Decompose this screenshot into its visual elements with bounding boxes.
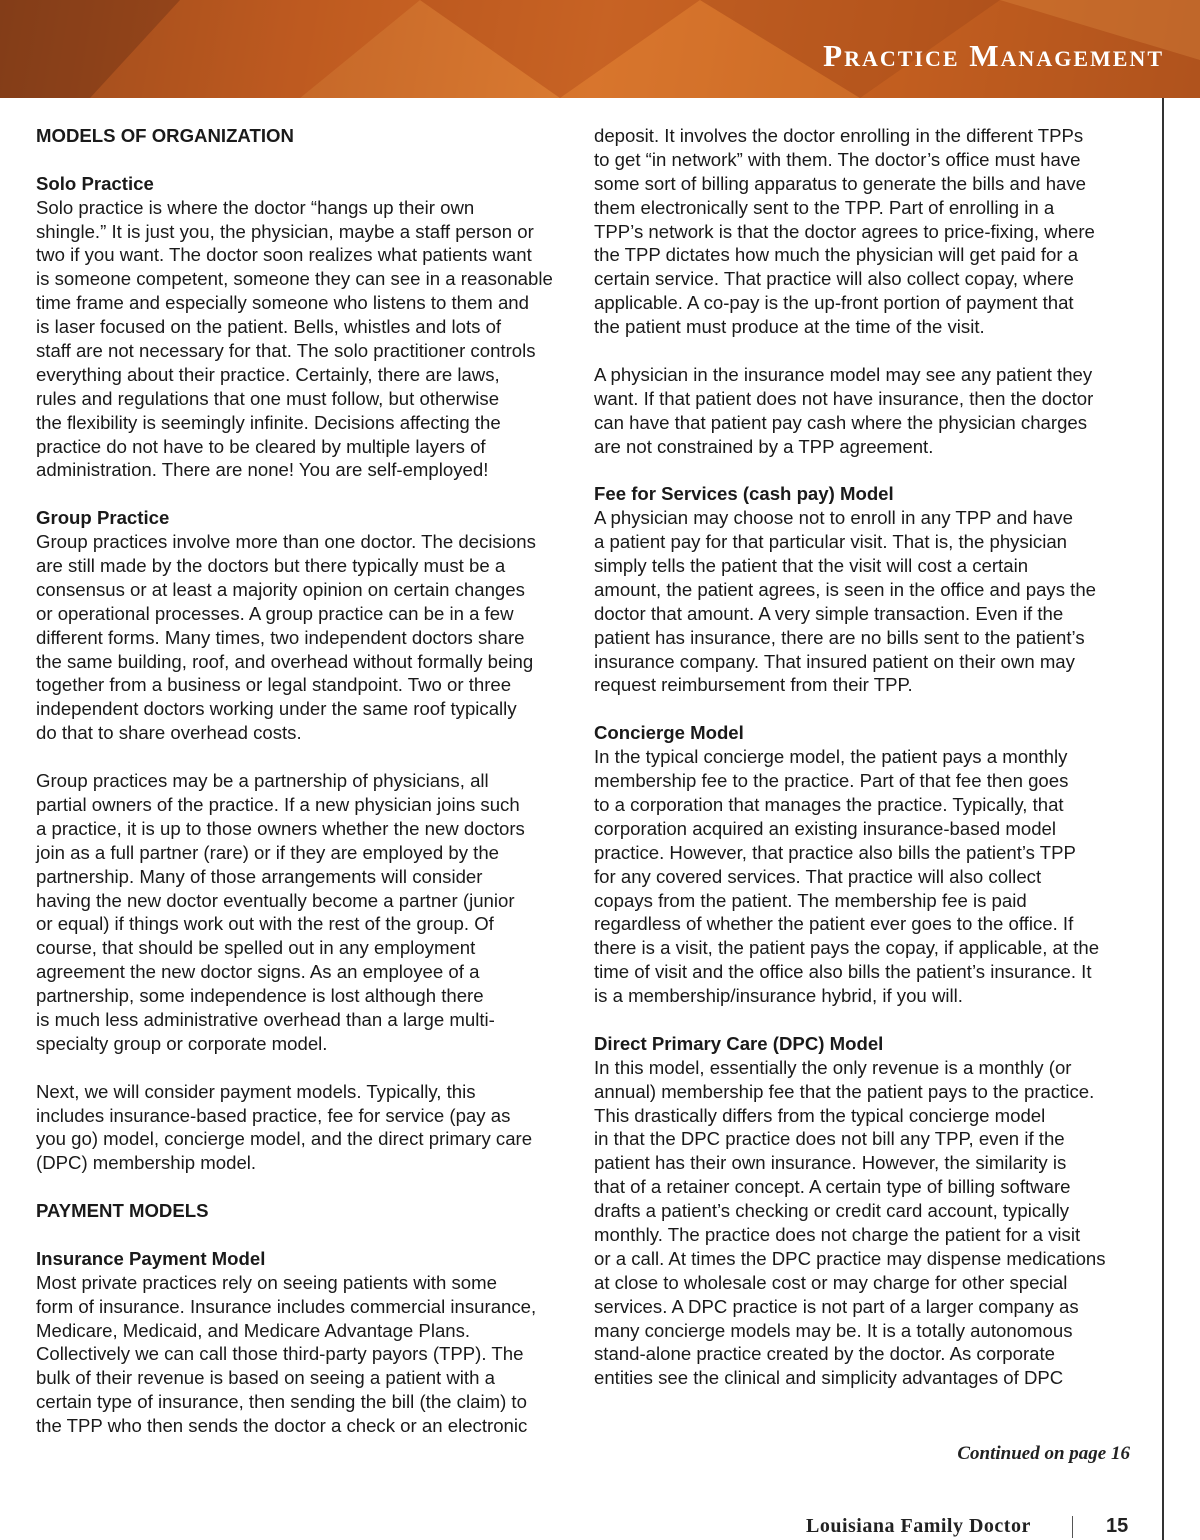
text-line: certain service. That practice will also collect copay, where bbox=[594, 268, 1074, 290]
text-line: to get “in network” with them. The doctor’s office must have bbox=[594, 148, 1081, 170]
text-line: shingle.” It is just you, the physician, maybe a staff person or bbox=[36, 220, 534, 242]
section-heading: Group Practice bbox=[36, 507, 170, 529]
page-number: 15 bbox=[1106, 1515, 1129, 1537]
text-line: (DPC) membership model. bbox=[36, 1152, 257, 1174]
text-line: practice. However, that practice also bills the patient’s TPP bbox=[594, 841, 1076, 863]
paragraph-gap bbox=[36, 1223, 576, 1247]
text-line: includes insurance-based practice, fee for service (pay as bbox=[36, 1104, 511, 1126]
paragraph-gap bbox=[36, 745, 576, 769]
text-line: amount, the patient agrees, is seen in the office and pays the bbox=[594, 578, 1097, 600]
text-line: services. A DPC practice is not part of a larger company as bbox=[594, 1295, 1079, 1317]
text-line: Most private practices rely on seeing patients with some bbox=[36, 1271, 497, 1293]
continued-note: Continued on page 16 bbox=[957, 1443, 1130, 1464]
text-line: to a corporation that manages the practice. Typically, that bbox=[594, 793, 1064, 815]
text-line: a patient pay for that particular visit. That is, the physician bbox=[594, 531, 1068, 553]
text-line: course, that should be spelled out in any employment bbox=[36, 937, 476, 959]
text-line: Group practices involve more than one doctor. The decisions bbox=[36, 531, 536, 553]
text-line: insurance company. That insured patient on their own may bbox=[594, 650, 1075, 672]
text-line: drafts a patient’s checking or credit card account, typically bbox=[594, 1200, 1070, 1222]
text-line: membership fee to the practice. Part of that fee then goes bbox=[594, 770, 1069, 792]
text-line: the patient must produce at the time of the visit. bbox=[594, 316, 985, 338]
text-line: Collectively we can call those third-party payors (TPP). The bbox=[36, 1343, 524, 1365]
text-line: together from a business or legal standpoint. Two or three bbox=[36, 674, 512, 696]
text-line: stand-alone practice created by the doctor. As corporate bbox=[594, 1343, 1055, 1365]
text-line: request reimbursement from their TPP. bbox=[594, 674, 913, 696]
text-line: many concierge models may be. It is a totally autonomous bbox=[594, 1319, 1073, 1341]
text-line: Medicare, Medicaid, and Medicare Advantage Plans. bbox=[36, 1319, 471, 1341]
text-line: at close to wholesale cost or may charge for other special bbox=[594, 1271, 1068, 1293]
text-line: Solo practice is where the doctor “hangs up their own bbox=[36, 196, 475, 218]
text-line: there is a visit, the patient pays the copay, if applicable, at the bbox=[594, 937, 1100, 959]
footer-separator bbox=[1072, 1516, 1073, 1538]
text-line: entities see the clinical and simplicity advantages of DPC bbox=[594, 1367, 1064, 1389]
text-line: consensus or at least a majority opinion on certain changes bbox=[36, 578, 525, 600]
section-heading: Fee for Services (cash pay) Model bbox=[594, 483, 894, 505]
text-line: Group practices may be a partnership of physicians, all bbox=[36, 770, 489, 792]
vertical-rule bbox=[1162, 98, 1164, 1540]
text-line: annual) membership fee that the patient pays to the practice. bbox=[594, 1080, 1095, 1102]
text-line: rules and regulations that one must follow, but otherwise bbox=[36, 387, 500, 409]
text-line: monthly. The practice does not charge the patient for a visit bbox=[594, 1223, 1081, 1245]
text-line: some sort of billing apparatus to generate the bills and have bbox=[594, 172, 1087, 194]
text-line: applicable. A co-pay is the up-front portion of payment that bbox=[594, 292, 1074, 314]
text-line: is someone competent, someone they can see in a reasonable bbox=[36, 268, 553, 290]
text-line: is much less administrative overhead than a large multi- bbox=[36, 1008, 495, 1030]
text-line: is laser focused on the patient. Bells, whistles and lots of bbox=[36, 316, 502, 338]
text-line: specialty group or corporate model. bbox=[36, 1032, 328, 1054]
text-line: independent doctors working under the same roof typically bbox=[36, 698, 517, 720]
text-line: In the typical concierge model, the patient pays a monthly bbox=[594, 746, 1068, 768]
text-line: or operational processes. A group practice can be in a few bbox=[36, 602, 514, 624]
paragraph-gap bbox=[36, 148, 576, 172]
text-line: or a call. At times the DPC practice may dispense medications bbox=[594, 1247, 1106, 1269]
text-line: in that the DPC practice does not bill any TPP, even if the bbox=[594, 1128, 1065, 1150]
text-line: the TPP dictates how much the physician will get paid for a bbox=[594, 244, 1079, 266]
text-line: different forms. Many times, two independent doctors share bbox=[36, 626, 525, 648]
text-line: partnership, some independence is lost although there bbox=[36, 985, 484, 1007]
text-line: are still made by the doctors but there typically must be a bbox=[36, 555, 506, 577]
text-line: regardless of whether the patient ever goes to the office. If bbox=[594, 913, 1074, 935]
text-line: deposit. It involves the doctor enrolling in the different TPPs bbox=[594, 125, 1084, 146]
text-line: partial owners of the practice. If a new physician joins such bbox=[36, 793, 520, 815]
text-line: for any covered services. That practice will also collect bbox=[594, 865, 1042, 887]
text-line: partnership. Many of those arrangements will consider bbox=[36, 865, 483, 887]
text-line: A physician in the insurance model may see any patient they bbox=[594, 363, 1093, 385]
text-line: do that to share overhead costs. bbox=[36, 722, 302, 744]
header-banner bbox=[0, 0, 1200, 98]
text-line: time of visit and the office also bills the patient’s insurance. It bbox=[594, 961, 1092, 983]
text-line: copays from the patient. The membership fee is paid bbox=[594, 889, 1027, 911]
text-line: TPP’s network is that the doctor agrees to price-fixing, where bbox=[594, 220, 1095, 242]
section-heading: Concierge Model bbox=[594, 722, 744, 744]
paragraph-gap bbox=[594, 458, 1134, 482]
text-line: doctor that amount. A very simple transaction. Even if the bbox=[594, 602, 1064, 624]
text-line: the flexibility is seemingly infinite. Decisions affecting the bbox=[36, 411, 501, 433]
text-line: form of insurance. Insurance includes commercial insurance, bbox=[36, 1295, 537, 1317]
text-line: is a membership/insurance hybrid, if you will. bbox=[594, 985, 963, 1007]
text-line: In this model, essentially the only revenue is a monthly (or bbox=[594, 1056, 1072, 1078]
text-line: A physician may choose not to enroll in any TPP and have bbox=[594, 507, 1073, 529]
text-line: can have that patient pay cash where the physician charges bbox=[594, 411, 1088, 433]
text-line: staff are not necessary for that. The solo practitioner controls bbox=[36, 340, 536, 362]
text-line: agreement the new doctor signs. As an employee of a bbox=[36, 961, 480, 983]
paragraph-gap bbox=[36, 482, 576, 506]
right-column bbox=[594, 124, 1134, 1390]
text-line: them electronically sent to the TPP. Part of enrolling in a bbox=[594, 196, 1055, 218]
text-line: two if you want. The doctor soon realizes what patients want bbox=[36, 244, 532, 266]
section-heading: Solo Practice bbox=[36, 172, 154, 194]
text-line: corporation acquired an existing insurance-based model bbox=[594, 817, 1057, 839]
text-line: the TPP who then sends the doctor a check or an electronic bbox=[36, 1415, 528, 1437]
text-line: or equal) if things work out with the rest of the group. Of bbox=[36, 913, 494, 935]
section-title: Practice Management bbox=[823, 38, 1164, 73]
text-line: bulk of their revenue is based on seeing a patient with a bbox=[36, 1367, 495, 1389]
text-line: This drastically differs from the typical concierge model bbox=[594, 1104, 1046, 1126]
text-line: administration. There are none! You are self-employed! bbox=[36, 459, 489, 481]
text-line: a practice, it is up to those owners whether the new doctors bbox=[36, 817, 525, 839]
section-heading: PAYMENT MODELS bbox=[36, 1200, 209, 1222]
paragraph-gap bbox=[36, 1056, 576, 1080]
text-line: patient has insurance, there are no bills sent to the patient’s bbox=[594, 626, 1085, 648]
text-line: everything about their practice. Certainly, there are laws, bbox=[36, 363, 500, 385]
paragraph-gap bbox=[594, 339, 1134, 363]
paragraph-gap bbox=[594, 1008, 1134, 1032]
text-line: Next, we will consider payment models. Typically, this bbox=[36, 1080, 476, 1102]
text-line: the same building, roof, and overhead without formally being bbox=[36, 650, 534, 672]
text-line: certain type of insurance, then sending the bill (the claim) to bbox=[36, 1391, 527, 1413]
section-heading: Insurance Payment Model bbox=[36, 1247, 266, 1269]
text-line: patient has their own insurance. However, the similarity is bbox=[594, 1152, 1067, 1174]
text-line: you go) model, concierge model, and the direct primary care bbox=[36, 1128, 533, 1150]
text-line: time frame and especially someone who listens to them and bbox=[36, 292, 529, 314]
section-heading: MODELS OF ORGANIZATION bbox=[36, 125, 294, 146]
text-line: having the new doctor eventually become a partner (junior bbox=[36, 889, 515, 911]
text-line: simply tells the patient that the visit will cost a certain bbox=[594, 555, 1029, 577]
section-heading: Direct Primary Care (DPC) Model bbox=[594, 1032, 884, 1054]
text-line: practice do not have to be cleared by multiple layers of bbox=[36, 435, 486, 457]
paragraph-gap bbox=[36, 1175, 576, 1199]
text-line: that of a retainer concept. A certain type of billing software bbox=[594, 1176, 1071, 1198]
text-line: want. If that patient does not have insurance, then the doctor bbox=[594, 387, 1094, 409]
left-column bbox=[36, 124, 576, 1438]
footer-publication: Louisiana Family Doctor bbox=[806, 1515, 1031, 1537]
paragraph-gap bbox=[594, 697, 1134, 721]
text-line: are not constrained by a TPP agreement. bbox=[594, 435, 934, 457]
text-line: join as a full partner (rare) or if they are employed by the bbox=[36, 841, 500, 863]
